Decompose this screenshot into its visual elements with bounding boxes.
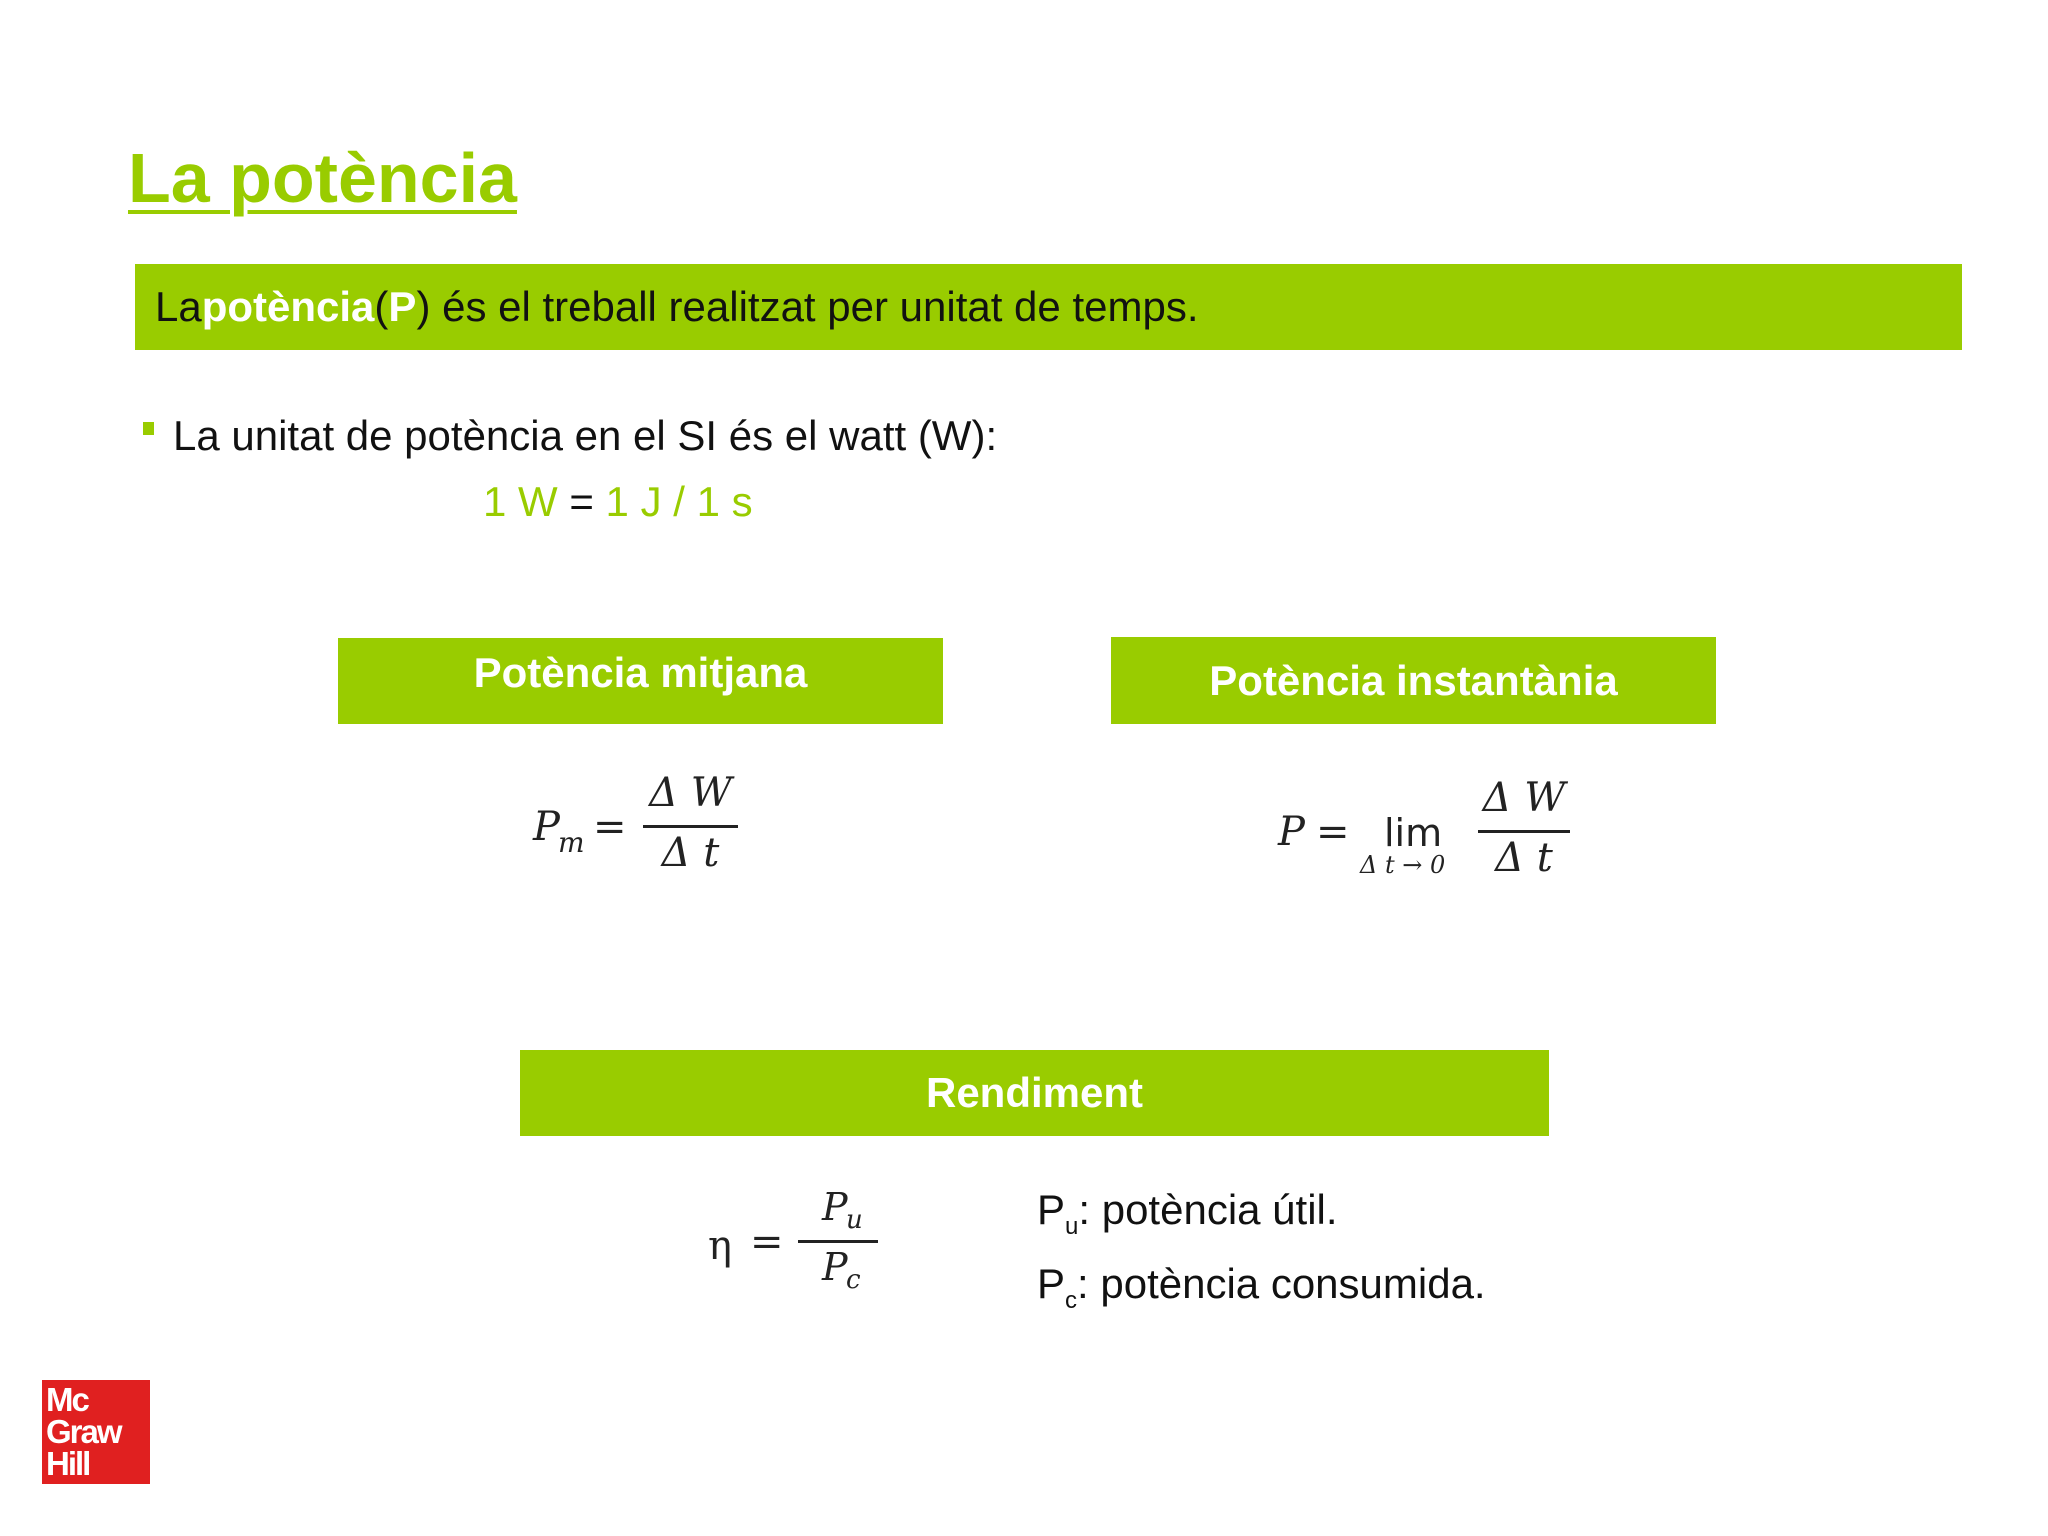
mcgraw-hill-logo (42, 1380, 150, 1484)
efficiency-denominator-sub: c (846, 1265, 861, 1295)
efficiency-lhs: η (708, 1223, 732, 1269)
definition-banner (135, 264, 1962, 350)
instant-numerator: Δ W (1482, 775, 1566, 821)
legend-consumed-sub: c (1065, 1287, 1078, 1314)
mean-numerator: Δ W (649, 770, 732, 816)
efficiency-denominator: P (822, 1245, 848, 1289)
legend-consumed-text: : potència consumida. (1077, 1260, 1486, 1307)
instant-lhs: P (1278, 809, 1305, 855)
efficiency-fraction (798, 1185, 878, 1295)
definition-text-2: ( (374, 283, 389, 330)
definition-symbol: P (388, 283, 417, 330)
efficiency-numerator: P (822, 1185, 848, 1229)
unit-formula-left: 1 W (483, 478, 558, 525)
efficiency-numerator-sub: u (846, 1205, 863, 1235)
logo-line-3: Hill (46, 1445, 90, 1482)
mean-denominator: Δ t (661, 830, 720, 876)
legend-useful-text: : potència útil. (1078, 1186, 1338, 1233)
mean-equals: = (593, 804, 627, 850)
fraction-bar (798, 1240, 878, 1243)
mean-lhs-sub: m (558, 826, 585, 859)
mean-lhs: P (533, 804, 560, 850)
legend-consumed-symbol: P (1037, 1260, 1066, 1307)
definition-text-1: La (155, 283, 202, 330)
square-bullet-icon (143, 422, 154, 435)
instant-equals: = (1316, 809, 1350, 855)
legend-useful-power (1037, 1186, 1338, 1241)
legend-consumed-power (1037, 1260, 1486, 1315)
instant-fraction (1478, 775, 1570, 885)
logo-line-1: Mc (46, 1381, 88, 1418)
efficiency-equals: = (750, 1219, 784, 1265)
unit-formula-equals: = (557, 478, 606, 525)
legend-useful-symbol: P (1037, 1186, 1066, 1233)
definition-term: potència (201, 283, 375, 330)
definition-text-3: ) és el treball realitzat per unitat de temps. (416, 283, 1199, 330)
bullet-text: La unitat de potència en el SI és el watt (W): (173, 412, 998, 459)
mean-fraction (643, 770, 738, 880)
slide-title: La potència (128, 139, 517, 217)
unit-formula (483, 474, 753, 530)
mean-power-label: Potència mitjana (473, 649, 808, 696)
instant-power-box (1111, 637, 1716, 724)
logo-line-2: Graw (46, 1413, 121, 1450)
legend-useful-sub: u (1065, 1213, 1079, 1240)
mean-power-formula (533, 770, 753, 880)
instant-power-formula (1278, 775, 1578, 885)
mean-power-box (338, 638, 943, 724)
unit-formula-right: 1 J / 1 s (605, 478, 753, 525)
instant-lim: lim (1384, 811, 1443, 855)
instant-denominator: Δ t (1495, 835, 1553, 881)
instant-lim-sub: Δ t → 0 (1360, 851, 1446, 879)
efficiency-formula (708, 1185, 888, 1295)
efficiency-box (520, 1050, 1549, 1136)
instant-power-label: Potència instantània (1209, 656, 1618, 704)
fraction-bar (643, 825, 738, 828)
efficiency-label: Rendiment (925, 1069, 1143, 1116)
fraction-bar (1478, 830, 1570, 833)
